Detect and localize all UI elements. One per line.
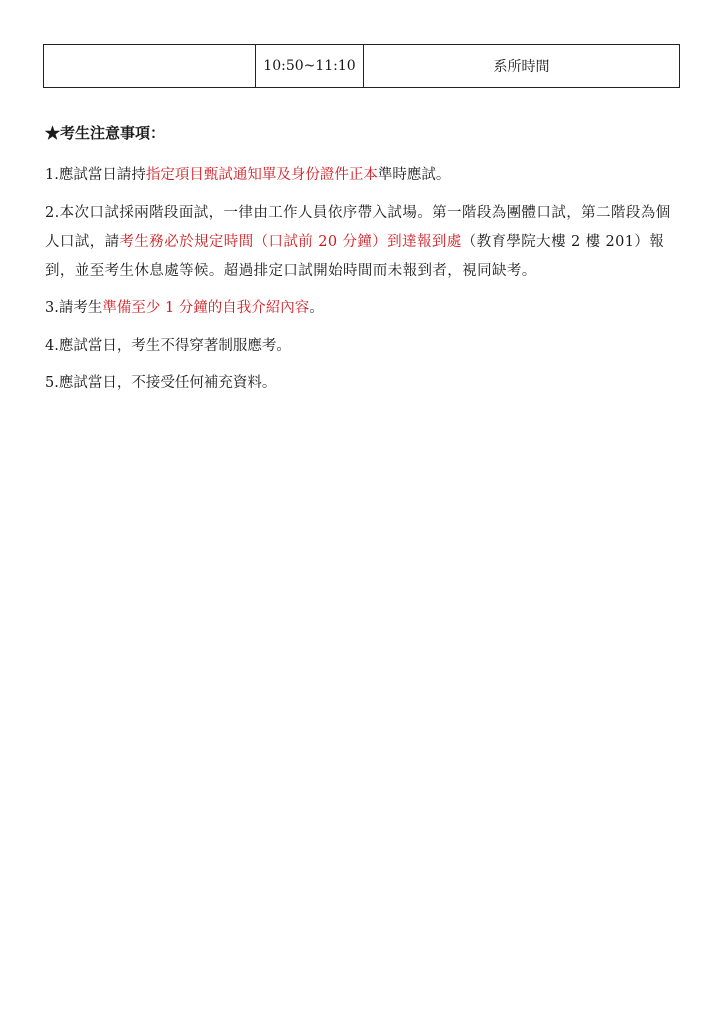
notice-section [45,118,685,399]
notice-item-1-suffix: 準時應試。 [377,167,451,183]
notice-item-4: 4.應試當日，考生不得穿著制服應考。 [45,337,291,354]
notice-item-1-prefix: 1.應試當日請持 [45,167,146,183]
notice-item-2 [45,199,685,287]
spacer [45,191,685,199]
notice-heading: ★考生注意事項： [45,124,166,142]
table-row [44,45,680,88]
notice-item-1 [45,161,685,191]
spacer [45,324,685,332]
notice-item-2-suffix: （教育學院大樓 2 樓 201）報到，並至考生休息處等候。超過排定口試開始時間而未報到者，視同缺考。 [45,233,665,279]
notice-item-2-prefix: 2.本次口試採兩階段面試，一律由工作人員依序帶入試場。第一階段為團體口試，第二階段為個人口試，請 [45,204,671,250]
spacer [45,361,685,369]
notice-item-3-suffix: 。 [309,300,324,317]
table-cell-empty [44,45,256,88]
notice-item-3-highlight: 準備至少 1 分鐘的自我介紹內容 [102,300,310,317]
notice-item-3-prefix: 3.請考生 [45,300,103,317]
schedule-table [43,44,680,88]
table-cell-time: 10:50~11:10 [256,45,364,88]
notice-item-1-highlight: 指定項目甄試通知單及身份證件正本 [145,167,378,183]
notice-item-3 [45,294,685,324]
table-cell-label: 系所時間 [364,45,680,88]
notice-item-2-highlight: 考生務必於規定時間（口試前 20 分鐘）到達報到處 [119,233,462,250]
notice-item-5: 5.應試當日，不接受任何補充資料。 [45,375,277,392]
spacer [45,286,685,294]
